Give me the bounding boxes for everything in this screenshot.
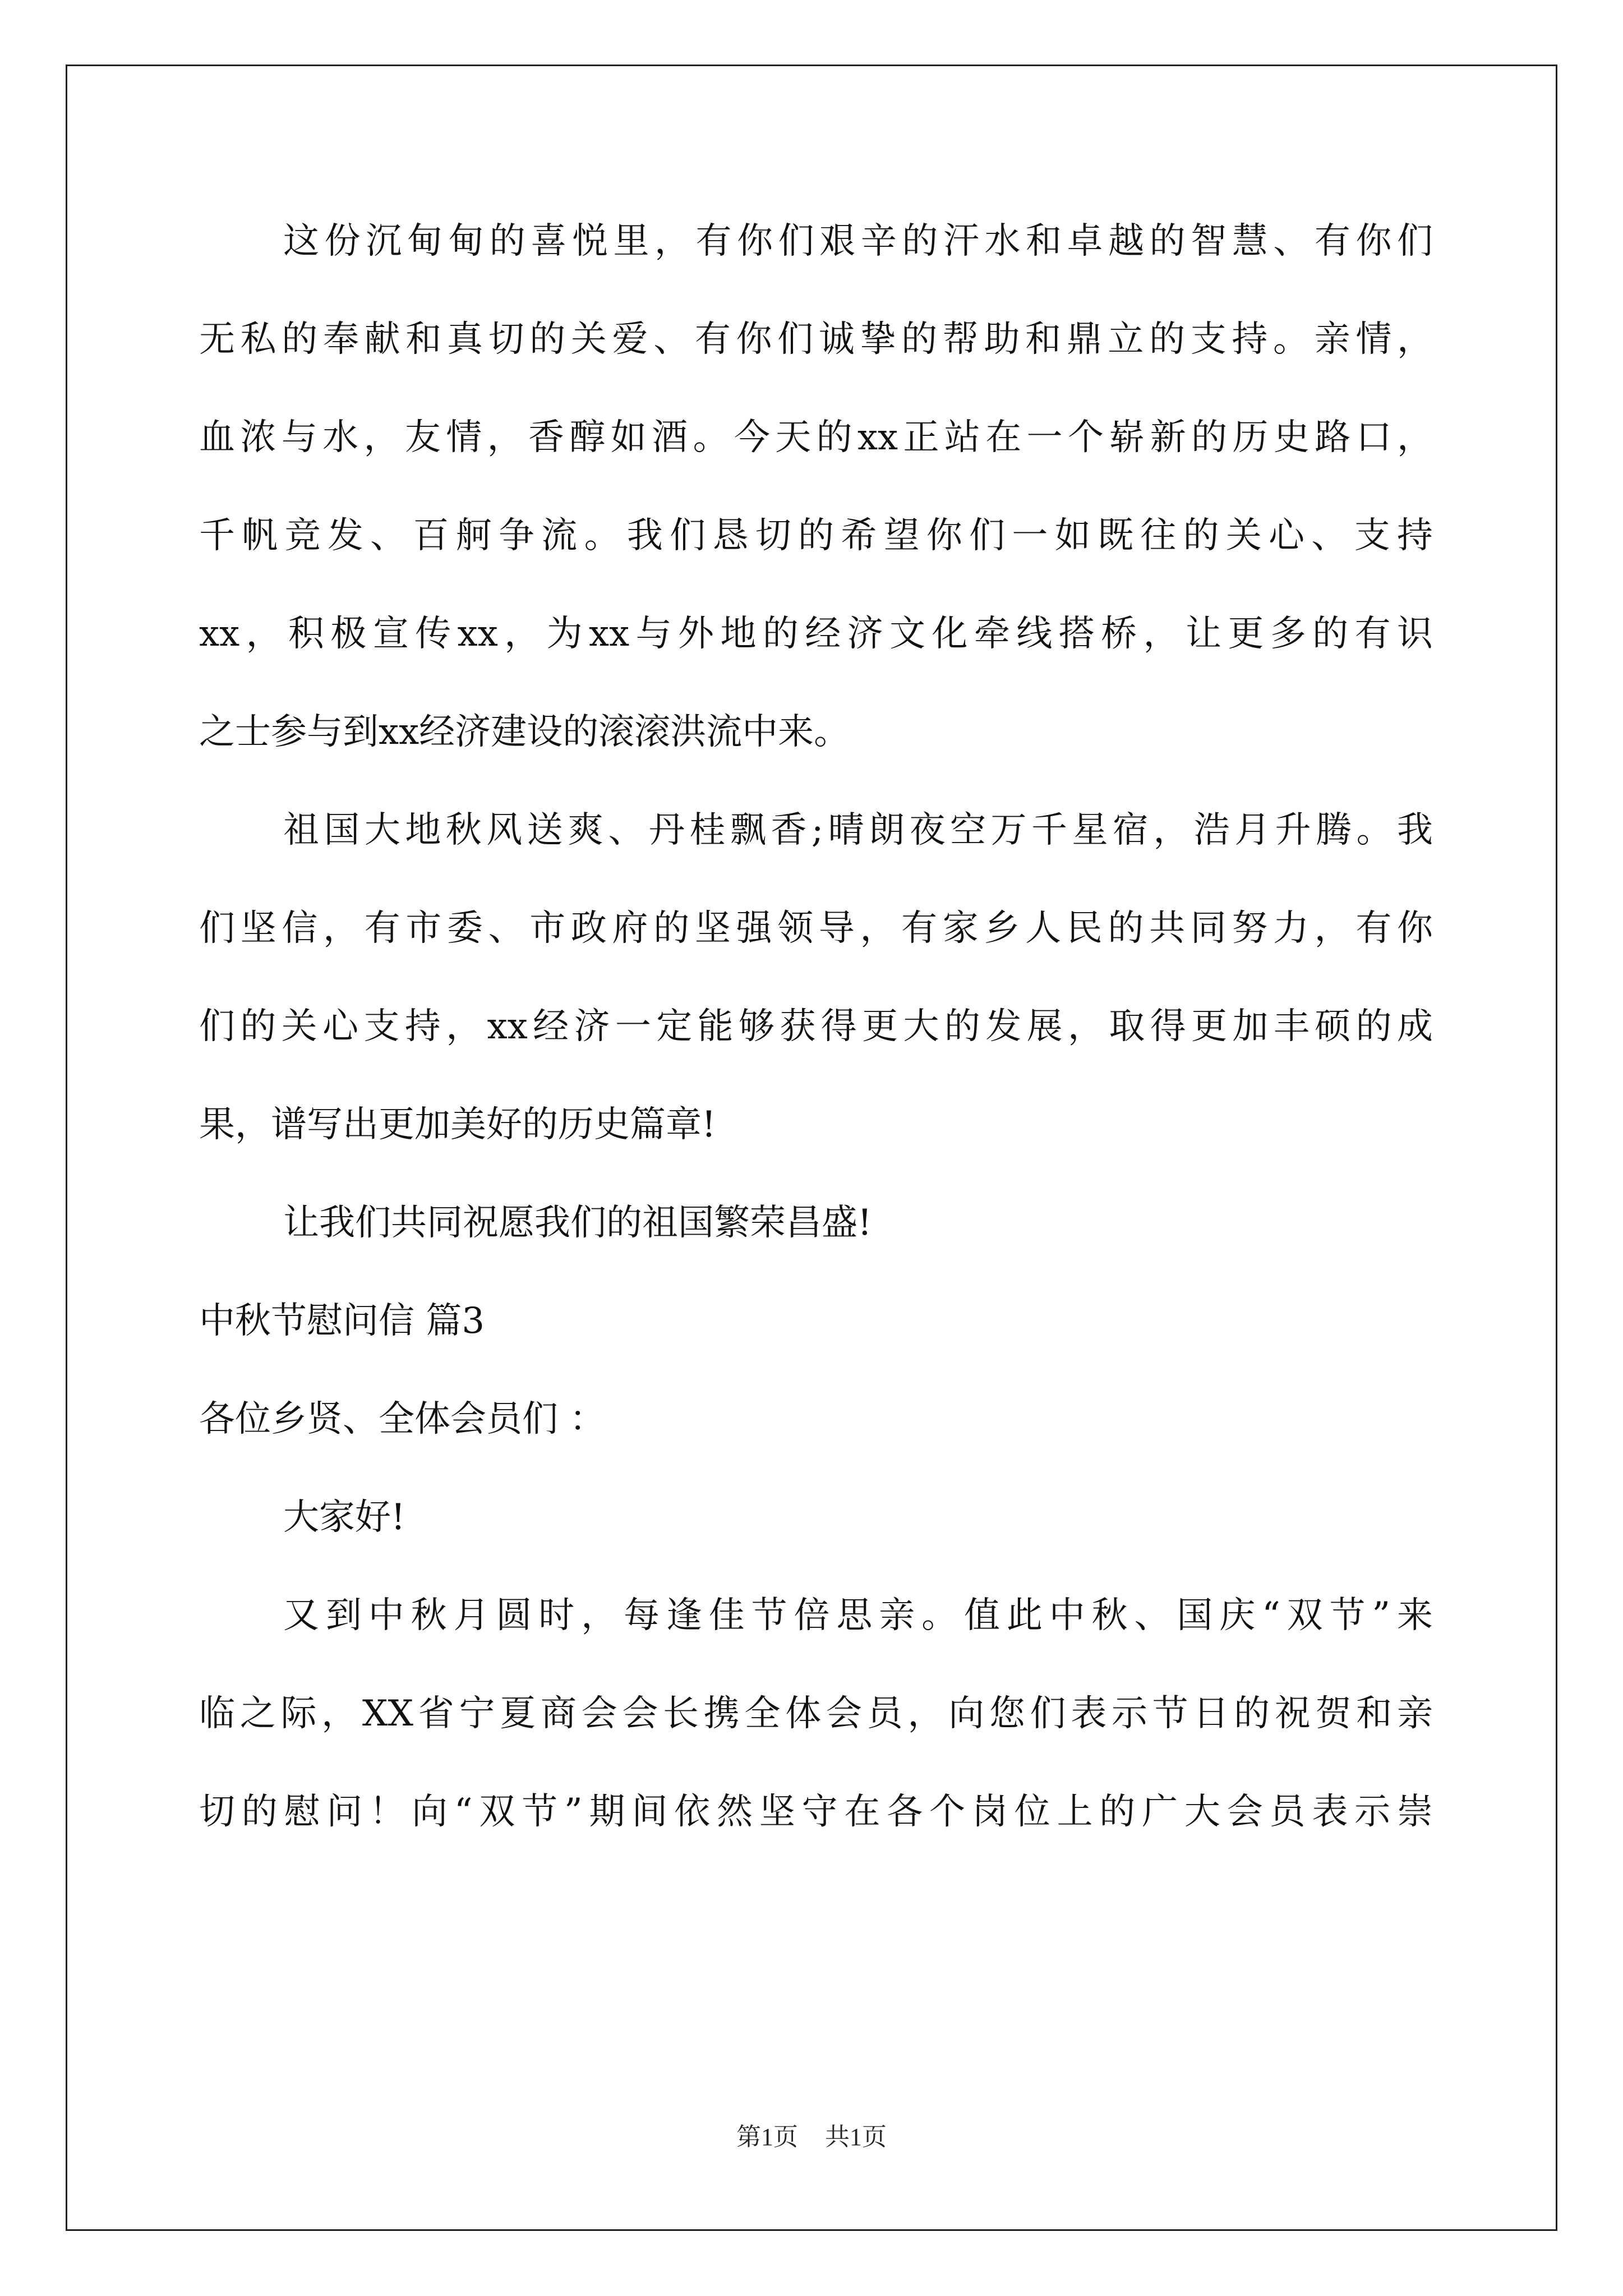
page-total: 共1页 [825, 2123, 887, 2151]
section-heading: 中秋节慰问信 篇3 [199, 1300, 485, 1342]
paragraph-line: 血浓与水，友情，香醇如酒。今天的xx正站在一个崭新的历史路口， [199, 417, 1433, 458]
paragraph-line: 们的关心支持，xx经济一定能够获得更大的发展，取得更加丰硕的成 [199, 1006, 1433, 1047]
salutation: 各位乡贤、全体会员们 ： [199, 1398, 606, 1440]
paragraph-line: 果，谱写出更加美好的历史篇章! [199, 1104, 716, 1145]
greeting: 大家好! [283, 1497, 405, 1538]
paragraph-line: 们坚信，有市委、市政府的坚强领导，有家乡人民的共同努力，有你 [199, 908, 1433, 949]
paragraph-line: 之士参与到xx经济建设的滚滚洪流中来。 [199, 711, 850, 753]
paragraph-line: 切的慰问！向“双节”期间依然坚守在各个岗位上的广大会员表示崇 [199, 1791, 1433, 1833]
paragraph-line: 让我们共同祝愿我们的祖国繁荣昌盛! [283, 1202, 872, 1244]
paragraph-line: 千帆竞发、百舸争流。我们恳切的希望你们一如既往的关心、支持 [199, 515, 1433, 556]
page-number: 第1页 [736, 2123, 798, 2151]
paragraph-line: xx，积极宣传xx，为xx与外地的经济文化牵线搭桥，让更多的有识 [199, 613, 1433, 655]
paragraph-line: 祖国大地秋风送爽、丹桂飘香;晴朗夜空万千星宿，浩月升腾。我 [283, 809, 1433, 851]
paragraph-line: 又到中秋月圆时，每逢佳节倍思亲。值此中秋、国庆“双节”来 [283, 1595, 1433, 1636]
paragraph-line: 临之际，XX省宁夏商会会长携全体会员，向您们表示节日的祝贺和亲 [199, 1693, 1433, 1734]
paragraph-line: 无私的奉献和真切的关爱、有你们诚挚的帮助和鼎立的支持。亲情， [199, 319, 1433, 360]
page-footer [0, 2120, 1623, 2154]
paragraph-line: 这份沉甸甸的喜悦里，有你们艰辛的汗水和卓越的智慧、有你们 [283, 220, 1433, 262]
